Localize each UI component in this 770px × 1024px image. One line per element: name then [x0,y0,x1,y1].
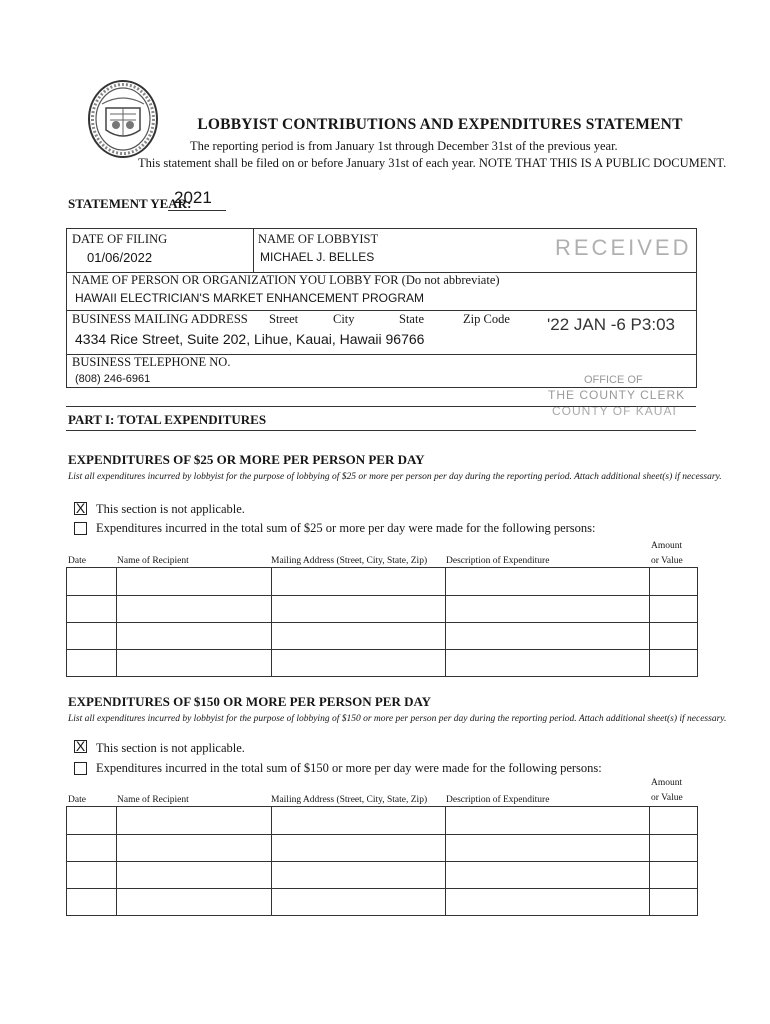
section-150-heading: EXPENDITURES OF $150 OR MORE PER PERSON PER DAY [68,694,432,709]
filer-info-box [66,228,697,388]
section-150-col-value: or Value [651,793,683,803]
section-25-incurred-checkbox[interactable] [74,522,87,535]
section-150-not-applicable-checkbox[interactable]: X [75,738,86,754]
telephone-value[interactable]: (808) 246-6961 [75,373,151,385]
zip-code-label: Zip Code [463,312,510,326]
section-150-col-description: Description of Expenditure [446,795,550,805]
section-25-col-amount: Amount [651,541,683,551]
lobbyist-name-value[interactable]: MICHAEL J. BELLES [260,250,375,264]
reporting-period-note: The reporting period is from January 1st through December 31st of the previous year. [190,139,618,153]
section-25-incurred-label: Expenditures incurred in the total sum of $25 or more per day were made for the following persons: [96,521,596,535]
section-150-col-recipient: Name of Recipient [117,795,189,805]
section-150-not-applicable-label: This section is not applicable. [96,741,245,755]
received-date-stamp: '22 JAN -6 P3:03 [547,315,675,334]
section-150-incurred-checkbox[interactable] [74,762,87,775]
received-stamp: RECEIVED [555,235,692,260]
section-150-col-address: Mailing Address (Street, City, State, Zip) [271,795,428,805]
stamp-clerk-line: THE COUNTY CLERK [548,388,686,402]
organization-label: NAME OF PERSON OR ORGANIZATION YOU LOBBY FOR (Do not abbreviate) [72,273,500,287]
date-of-filing-label: DATE OF FILING [72,232,168,246]
form-title: LOBBYIST CONTRIBUTIONS AND EXPENDITURES STATEMENT [197,116,683,133]
telephone-label: BUSINESS TELEPHONE NO. [72,355,231,369]
section-150-col-date: Date [68,795,86,805]
filing-deadline-note: This statement shall be filed on or before January 31st of each year. NOTE THAT THIS IS A PUBLIC DOCUMENT. [138,156,727,170]
section-25-col-recipient: Name of Recipient [117,556,189,566]
section-25-not-applicable-label: This section is not applicable. [96,502,245,516]
section-150-col-amount: Amount [651,778,683,788]
lobbyist-name-label: NAME OF LOBBYIST [258,232,379,246]
city-label: City [333,312,355,326]
stamp-office-line: OFFICE OF [584,374,643,386]
organization-value[interactable]: HAWAII ELECTRICIAN'S MARKET ENHANCEMENT PROGRAM [75,291,425,305]
section-25-col-value: or Value [651,556,683,566]
statement-year-label: STATEMENT YEAR: [68,196,192,211]
section-25-col-address: Mailing Address (Street, City, State, Zip) [271,556,428,566]
street-label: Street [269,312,299,326]
date-of-filing-value[interactable]: 01/06/2022 [87,250,153,265]
statement-year-value[interactable]: 2021 [168,185,226,211]
section-150-description: List all expenditures incurred by lobbyist for the purpose of lobbying of $150 or more per person per day during the reporting period. Attach additional sheet(s) if necessary. [68,714,727,724]
mailing-address-label: BUSINESS MAILING ADDRESS [72,312,248,326]
section-150-table [66,806,698,916]
section-25-col-description: Description of Expenditure [446,556,550,566]
part1-top-rule [66,406,696,407]
part1-title: PART I: TOTAL EXPENDITURES [68,412,267,427]
section-150-incurred-label: Expenditures incurred in the total sum of $150 or more per day were made for the following persons: [96,761,602,775]
section-25-description: List all expenditures incurred by lobbyist for the purpose of lobbying of $25 or more per person per day during the reporting period. Attach additional sheet(s) if necessary. [68,472,722,482]
section-25-not-applicable-checkbox[interactable]: X [75,500,86,516]
stamp-county-line: COUNTY OF KAUAI [552,404,677,418]
state-label: State [399,312,424,326]
section-25-col-date: Date [68,556,86,566]
mailing-address-value[interactable]: 4334 Rice Street, Suite 202, Lihue, Kauai, Hawaii 96766 [75,331,425,347]
section-25-table [66,567,698,677]
part1-bottom-rule [66,430,696,431]
section-25-heading: EXPENDITURES OF $25 OR MORE PER PERSON PER DAY [68,452,425,467]
